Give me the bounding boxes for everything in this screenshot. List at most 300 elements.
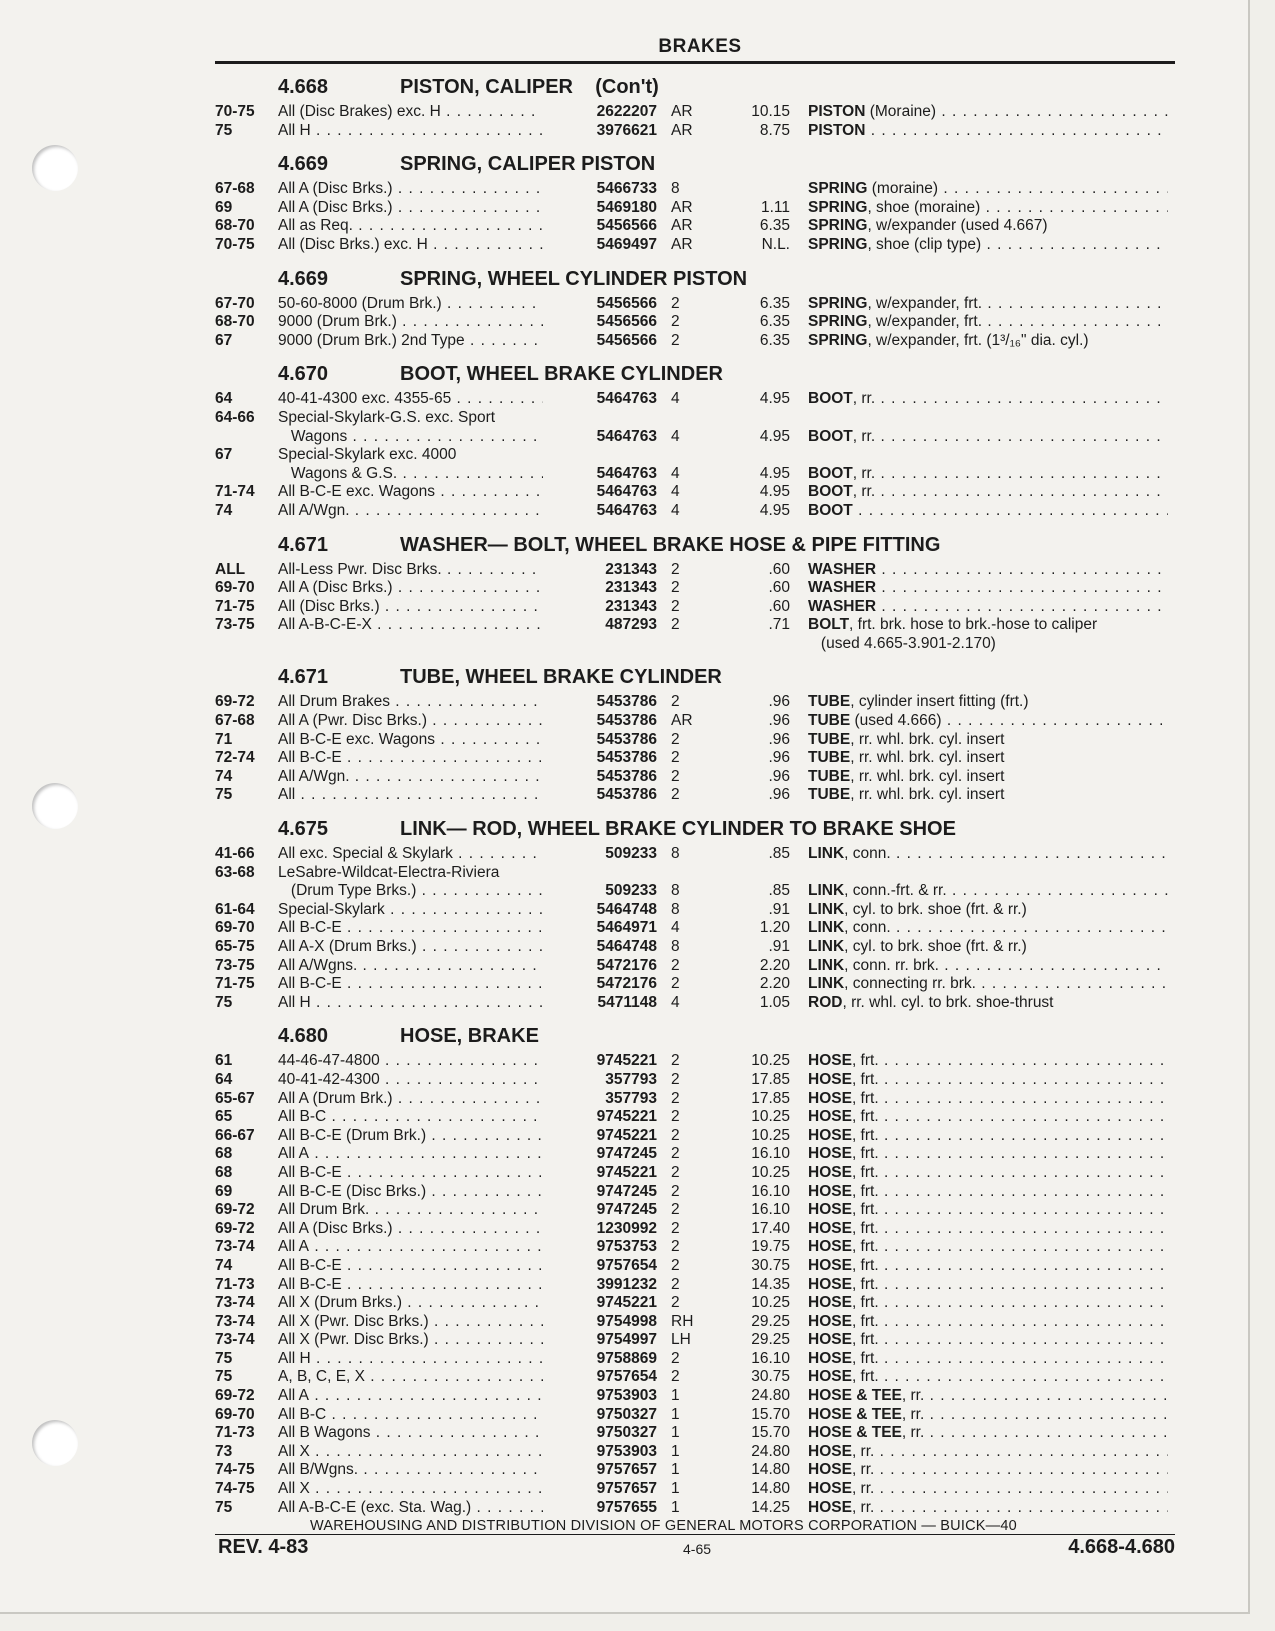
quantity: 2 [671, 730, 680, 748]
section-title: WASHER— BOLT, WHEEL BRAKE HOSE & PIPE FITTING [400, 533, 941, 556]
part-description [808, 1387, 1168, 1405]
part-description [808, 1276, 1168, 1294]
part-description [808, 1406, 1168, 1424]
price: 29.25 [751, 1331, 790, 1349]
part-row [215, 313, 1175, 332]
part-detail: , conn. [844, 845, 891, 863]
model-years: 74 [215, 767, 233, 785]
model-years: ALL [215, 560, 246, 578]
price: 4.95 [759, 390, 790, 408]
part-name: HOSE & TEE [808, 1405, 902, 1423]
part-detail: (moraine) [867, 180, 939, 198]
part-row [215, 579, 1175, 598]
binder-hole [32, 1420, 78, 1466]
part-number: 5453786 [596, 712, 657, 730]
application: All B-C-E . . . [278, 919, 543, 937]
price: 24.80 [751, 1442, 790, 1460]
application: 9000 (Drum Brk.) 2nd Type . . . [278, 332, 543, 350]
part-name: LINK [808, 845, 845, 863]
part-name: SPRING [808, 313, 868, 331]
part-name: SPRING [808, 235, 868, 253]
part-description [808, 975, 1168, 993]
application: Wagons . . . [278, 428, 543, 446]
price: .96 [768, 730, 790, 748]
application: All A/Wgn. . . . [278, 502, 543, 520]
part-row [215, 1164, 1175, 1183]
quantity: 2 [671, 1256, 680, 1274]
part-description [808, 502, 1168, 520]
quantity: 2 [671, 313, 680, 331]
quantity: 2 [671, 1294, 680, 1312]
price: 16.10 [751, 1201, 790, 1219]
part-number: 509233 [605, 882, 657, 900]
section-heading [215, 663, 1175, 693]
part-name: HOSE [808, 1349, 852, 1367]
part-name: HOSE [808, 1145, 852, 1163]
section-number: 4.669 [278, 153, 329, 176]
part-row [215, 635, 1175, 654]
part-row [215, 180, 1175, 199]
part-detail: , rr. whl. brk. cyl. insert [850, 786, 1005, 804]
model-years: 75 [215, 1349, 233, 1367]
model-years: 65-67 [215, 1089, 255, 1107]
part-number: 3976621 [596, 121, 657, 139]
part-name: TUBE [808, 712, 851, 730]
model-years: 68 [215, 1145, 233, 1163]
quantity: LH [671, 1331, 691, 1349]
price: 6.35 [759, 217, 790, 235]
part-detail: , cyl. to brk. shoe (frt. & rr.) [844, 900, 1027, 918]
part-number: 5453786 [596, 693, 657, 711]
price: .85 [768, 845, 790, 863]
part-row [215, 1313, 1175, 1332]
part-row [215, 1090, 1175, 1109]
part-row [215, 1499, 1175, 1518]
part-name: HOSE [808, 1070, 852, 1088]
part-name: HOSE [808, 1238, 852, 1256]
quantity: 2 [671, 1089, 680, 1107]
quantity: 2 [671, 1070, 680, 1088]
model-years: 65 [215, 1108, 233, 1126]
price: 4.95 [759, 427, 790, 445]
model-years: 67-68 [215, 180, 255, 198]
part-row [215, 1276, 1175, 1295]
part-detail: , frt. [851, 1182, 879, 1200]
part-description [808, 882, 1168, 900]
part-number: 231343 [605, 560, 657, 578]
part-name: HOSE [808, 1201, 852, 1219]
part-row [215, 1387, 1175, 1406]
price: .85 [768, 882, 790, 900]
part-description [808, 1108, 1168, 1126]
quantity: 2 [671, 579, 680, 597]
part-row [215, 845, 1175, 864]
model-years: 63-68 [215, 863, 255, 881]
model-years: 70-75 [215, 103, 255, 120]
part-name: LINK [808, 882, 845, 900]
part-description [808, 1461, 1168, 1479]
model-years: 69 [215, 1182, 233, 1200]
quantity: 2 [671, 597, 680, 615]
header-rule [215, 61, 1175, 64]
part-description [808, 731, 1168, 749]
part-row [215, 1183, 1175, 1202]
part-description [808, 1201, 1168, 1219]
part-name: SPRING [808, 294, 868, 312]
part-detail: , frt. [851, 1163, 879, 1181]
part-name: HOSE [808, 1275, 852, 1293]
price: .60 [768, 579, 790, 597]
model-years: 67-68 [215, 712, 255, 730]
part-detail: , frt. [851, 1070, 879, 1088]
part-description [808, 1127, 1168, 1145]
part-name: LINK [808, 919, 845, 937]
price: 16.10 [751, 1145, 790, 1163]
part-row [215, 561, 1175, 580]
part-name: BOOT [808, 427, 853, 445]
quantity: RH [671, 1312, 694, 1330]
binder-hole [32, 145, 78, 191]
price: 10.25 [751, 1163, 790, 1181]
part-description [808, 693, 1168, 711]
model-years: 64 [215, 390, 233, 408]
part-row [215, 1071, 1175, 1090]
model-years: 69-70 [215, 1405, 255, 1423]
part-detail: , rr. [851, 1442, 875, 1460]
quantity: 4 [671, 464, 680, 482]
part-number: 9745221 [596, 1126, 657, 1144]
section-title: TUBE, WHEEL BRAKE CYLINDER [400, 666, 722, 689]
section-heading [215, 815, 1175, 845]
application: All A . . . [278, 1238, 543, 1256]
model-years: 74-75 [215, 1461, 255, 1479]
application: All A (Disc Brks.) . . . [278, 180, 543, 198]
part-number: 5464763 [596, 483, 657, 501]
part-number: 5471148 [597, 993, 657, 1011]
application: All Drum Brakes . . . [278, 693, 543, 711]
section-number: 4.671 [278, 533, 329, 556]
part-row [215, 295, 1175, 314]
application: All exc. Special & Skylark . . . [278, 845, 543, 863]
section-title: SPRING, CALIPER PISTON [400, 153, 656, 176]
quantity: 2 [671, 1126, 680, 1144]
part-detail: , rr. [852, 464, 876, 482]
part-detail: , cylinder insert fitting (frt.) [850, 693, 1029, 711]
section-number: 4.669 [278, 267, 329, 290]
part-detail: , rr. whl. brk. cyl. insert [850, 730, 1005, 748]
price: 10.25 [751, 1294, 790, 1312]
part-description [808, 1368, 1168, 1386]
part-row [215, 1201, 1175, 1220]
section-spacer [215, 1012, 1175, 1022]
part-number: 9750327 [596, 1424, 657, 1442]
application: All X . . . [278, 1443, 543, 1461]
application: 40-41-4300 exc. 4355-65 . . . [278, 390, 543, 408]
part-description [808, 313, 1168, 331]
part-detail: (Moraine) [865, 103, 937, 120]
part-number: 9757654 [596, 1256, 657, 1274]
part-row [215, 864, 1175, 883]
part-detail: , rr. [851, 1498, 875, 1516]
part-number: 5453786 [596, 767, 657, 785]
part-row [215, 103, 1175, 122]
model-years: 73-74 [215, 1331, 255, 1349]
part-name: PISTON [808, 103, 866, 120]
part-name: HOSE [808, 1219, 852, 1237]
part-name: BOLT [808, 616, 850, 634]
part-name: WASHER [808, 560, 877, 578]
part-name: TUBE [808, 730, 851, 748]
part-name: HOSE [808, 1182, 852, 1200]
quantity: 2 [671, 616, 680, 634]
section-spacer [215, 521, 1175, 531]
part-number: 9747245 [596, 1145, 657, 1163]
part-row [215, 919, 1175, 938]
part-name: HOSE [808, 1052, 852, 1070]
section-heading [215, 531, 1175, 561]
quantity: AR [671, 235, 693, 253]
quantity: 2 [671, 1163, 680, 1181]
model-years: 69-72 [215, 693, 255, 711]
part-row [215, 446, 1175, 465]
application: All B Wagons . . . [278, 1424, 543, 1442]
model-years: 67 [215, 331, 233, 349]
part-number: 9754998 [596, 1312, 657, 1330]
part-number: 9757657 [596, 1480, 657, 1498]
price: 10.25 [751, 1052, 790, 1070]
part-description [808, 901, 1168, 919]
application: All A-X (Drum Brks.) . . . [278, 938, 543, 956]
application: All A (Disc Brks.) . . . [278, 199, 543, 217]
application: Special-Skylark . . . [278, 901, 543, 919]
price: 17.85 [751, 1089, 790, 1107]
part-number: 9753903 [596, 1387, 657, 1405]
part-detail: , w/expander, frt. (1³/₁₆" dia. cyl.) [867, 331, 1089, 349]
part-number: 5464971 [596, 919, 657, 937]
part-description [808, 1145, 1168, 1163]
section-title: PISTON, CALIPER (Con't) [400, 76, 659, 98]
price: .71 [768, 616, 790, 634]
footer-rule [215, 1534, 1175, 1535]
part-name: BOOT [808, 464, 853, 482]
part-row [215, 712, 1175, 731]
part-name: SPRING [808, 217, 868, 235]
quantity: 2 [671, 331, 680, 349]
quantity: 4 [671, 483, 680, 501]
model-years: 75 [215, 121, 233, 139]
application: All A-B-C-E (exc. Sta. Wag.) . . . [278, 1499, 543, 1517]
part-row [215, 1350, 1175, 1369]
model-years: 75 [215, 1368, 233, 1386]
part-row [215, 502, 1175, 521]
part-detail: , rr. [851, 1480, 875, 1498]
part-description [808, 1350, 1168, 1368]
part-number: 357793 [605, 1089, 657, 1107]
part-row [215, 1424, 1175, 1443]
price: 1.20 [759, 919, 790, 937]
price: 8.75 [759, 121, 790, 139]
price: 6.35 [759, 294, 790, 312]
part-description [808, 217, 1168, 235]
part-description [808, 180, 1168, 198]
part-detail: , w/expander, frt. [867, 313, 983, 331]
part-description [808, 1443, 1168, 1461]
application: All-Less Pwr. Disc Brks. . . . [278, 561, 543, 579]
part-row [215, 1052, 1175, 1071]
section-spacer [215, 805, 1175, 815]
application: All (Disc Brks.) . . . [278, 598, 543, 616]
quantity: 8 [671, 900, 680, 918]
part-description [808, 616, 1168, 634]
model-years: 69-72 [215, 1387, 255, 1405]
application: All B-C-E exc. Wagons . . . [278, 483, 543, 501]
part-number: 9753903 [596, 1442, 657, 1460]
part-description [808, 994, 1168, 1012]
application: 9000 (Drum Brk.) . . . [278, 313, 543, 331]
application: All H . . . [278, 994, 543, 1012]
part-row [215, 236, 1175, 255]
application: All A . . . [278, 1387, 543, 1405]
price: 4.95 [759, 501, 790, 519]
price: 29.25 [751, 1312, 790, 1330]
section-heading [215, 1022, 1175, 1052]
part-detail: , frt. [851, 1312, 879, 1330]
model-years: 65-75 [215, 938, 255, 955]
part-description [808, 1071, 1168, 1089]
part-description [808, 1090, 1168, 1108]
part-detail: , frt. [851, 1275, 879, 1293]
section-heading [215, 265, 1175, 295]
section-number: 4.670 [278, 363, 329, 386]
price: 10.25 [751, 1126, 790, 1144]
part-row [215, 938, 1175, 957]
quantity: 2 [671, 1349, 680, 1367]
model-years: 75 [215, 993, 233, 1011]
part-row [215, 332, 1175, 351]
part-description [808, 1424, 1168, 1442]
part-description [808, 579, 1168, 597]
part-number: 5464763 [596, 390, 657, 408]
application: All X (Drum Brks.) . . . [278, 1294, 543, 1312]
part-description [808, 465, 1168, 483]
part-detail: , rr. [901, 1387, 925, 1405]
part-number: 9758869 [596, 1349, 657, 1367]
part-detail: , rr. [901, 1424, 925, 1442]
application: All X . . . [278, 1480, 543, 1498]
application: Special-Skylark exc. 4000 [278, 446, 457, 464]
part-detail: , rr. whl. brk. cyl. insert [850, 767, 1005, 785]
model-years: 74 [215, 501, 233, 519]
part-row [215, 217, 1175, 236]
part-detail: , rr. [852, 427, 876, 445]
part-row [215, 768, 1175, 787]
part-number: 357793 [605, 1070, 657, 1088]
model-years: 69-70 [215, 579, 255, 597]
quantity: 2 [671, 1238, 680, 1256]
part-name: SPRING [808, 331, 868, 349]
quantity: 2 [671, 1052, 680, 1070]
application: All A . . . [278, 1145, 543, 1163]
model-years: 73-74 [215, 1294, 255, 1312]
part-number: 5456566 [596, 217, 657, 235]
part-number: 5456566 [596, 313, 657, 331]
price: .91 [768, 900, 790, 918]
model-years: 64-66 [215, 408, 255, 426]
quantity: 2 [671, 786, 680, 804]
quantity: 2 [671, 1201, 680, 1219]
part-name: HOSE & TEE [808, 1424, 902, 1442]
part-description [808, 295, 1168, 313]
model-years: 69-70 [215, 919, 255, 937]
part-name: HOSE [808, 1368, 852, 1386]
part-name: BOOT [808, 483, 853, 501]
part-row [215, 1480, 1175, 1499]
part-detail: , shoe (moraine) [867, 198, 981, 216]
application: All B-C-E (Disc Brks.) . . . [278, 1183, 543, 1201]
model-years: 66-67 [215, 1126, 255, 1144]
part-name: HOSE [808, 1442, 852, 1460]
price: 17.40 [751, 1219, 790, 1237]
part-name: HOSE [808, 1480, 852, 1498]
part-description [808, 845, 1168, 863]
part-number: 3991232 [596, 1275, 657, 1293]
price: 16.10 [751, 1182, 790, 1200]
price: 14.80 [751, 1461, 790, 1479]
quantity: 1 [671, 1498, 680, 1516]
model-years: 73-74 [215, 1312, 255, 1330]
part-detail: , conn. [844, 919, 891, 937]
application: All B-C-E (Drum Brk.) . . . [278, 1127, 543, 1145]
application: All H . . . [278, 1350, 543, 1368]
application: All B-C-E . . . [278, 1164, 543, 1182]
price: 2.20 [759, 975, 790, 993]
part-row [215, 1406, 1175, 1425]
application: All (Disc Brakes) exc. H . . . [278, 103, 543, 121]
model-years: 75 [215, 786, 233, 804]
quantity: 1 [671, 1461, 680, 1479]
part-detail: , conn. rr. brk. [844, 956, 939, 974]
part-row [215, 598, 1175, 617]
application: All A (Drum Brk.) . . . [278, 1090, 543, 1108]
part-description [808, 332, 1168, 350]
price: 15.70 [751, 1424, 790, 1442]
price: 10.15 [751, 103, 790, 120]
part-description [808, 122, 1168, 140]
price: 4.95 [759, 483, 790, 501]
part-number: 231343 [605, 597, 657, 615]
part-row [215, 1257, 1175, 1276]
part-detail: , frt. [851, 1145, 879, 1163]
part-number: 5464763 [596, 501, 657, 519]
price: .96 [768, 712, 790, 730]
section-heading [215, 360, 1175, 390]
part-description [808, 199, 1168, 217]
model-years: 73-74 [215, 1238, 255, 1256]
part-row [215, 1108, 1175, 1127]
application: All B-C-E exc. Wagons . . . [278, 731, 543, 749]
part-number: 9757657 [596, 1461, 657, 1479]
part-detail: , w/expander (used 4.667) [867, 217, 1048, 235]
price: .60 [768, 560, 790, 578]
part-number: 1230992 [596, 1219, 657, 1237]
application: 50-60-8000 (Drum Brk.) . . . [278, 295, 543, 313]
part-row [215, 957, 1175, 976]
quantity: AR [671, 712, 693, 730]
part-row [215, 616, 1175, 635]
price: 24.80 [751, 1387, 790, 1405]
part-row [215, 199, 1175, 218]
model-years: 71 [215, 730, 233, 748]
